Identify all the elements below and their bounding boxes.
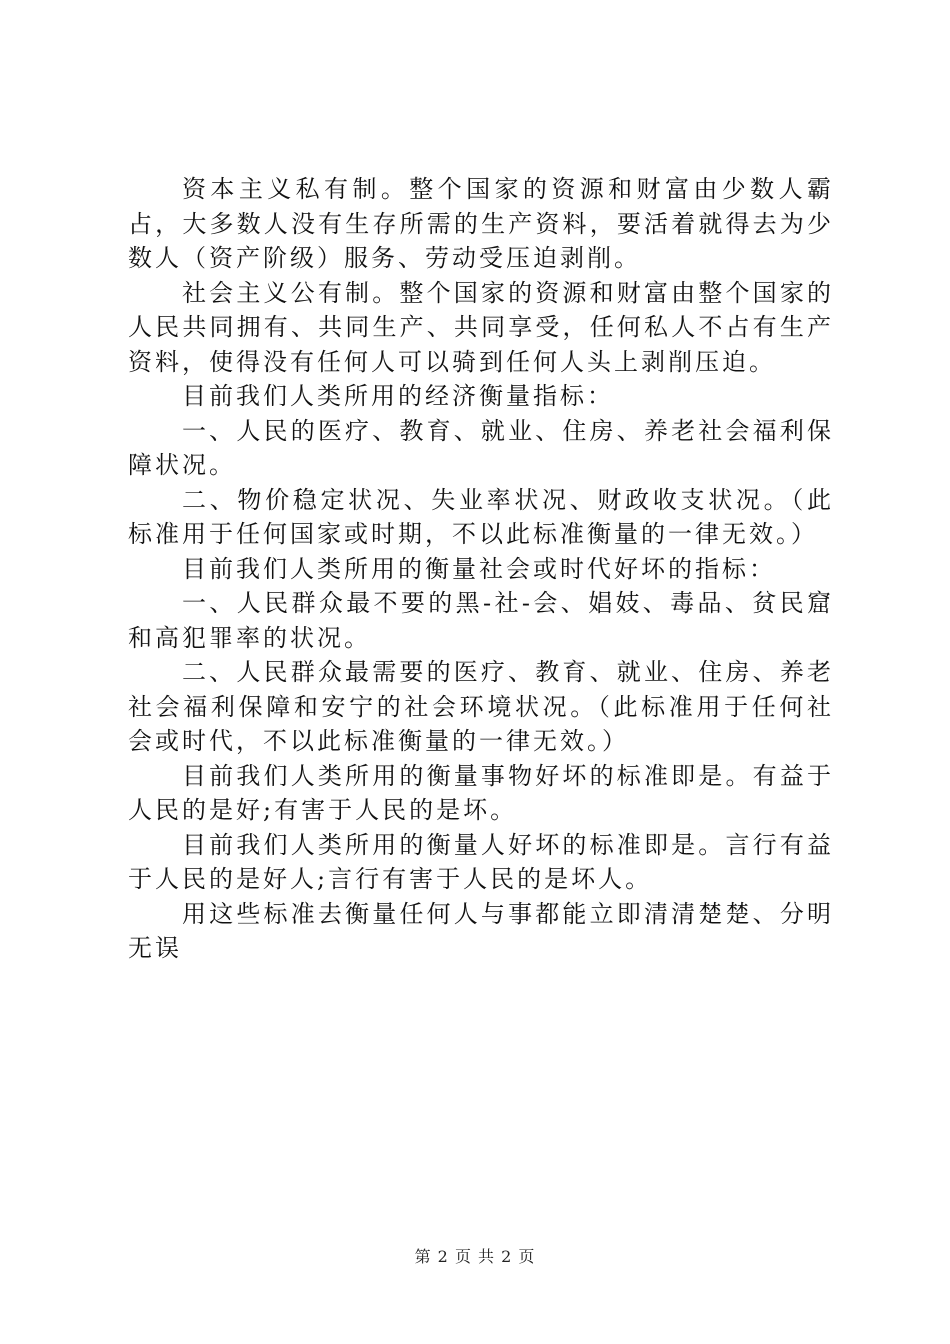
paragraph: 用这些标准去衡量任何人与事都能立即清清楚楚、分明无误 xyxy=(128,899,834,962)
paragraph: 二、人民群众最需要的医疗、教育、就业、住房、养老社会福利保障和安宁的社会环境状况。（此标准用于任何社会或时代，不以此标准衡量的一律无效。） xyxy=(128,658,834,755)
paragraph: 一、人民的医疗、教育、就业、住房、养老社会福利保障状况。 xyxy=(128,416,834,479)
paragraph: 目前我们人类所用的衡量社会或时代好坏的指标： xyxy=(182,554,776,583)
paragraph: 社会主义公有制。整个国家的资源和财富由整个国家的人民共同拥有、共同生产、共同享受，任何私人不占有生产资料，使得没有任何人可以骑到任何人头上剥削压迫。 xyxy=(128,278,834,376)
paragraph: 目前我们人类所用的衡量事物好坏的标准即是。有益于人民的是好;有害于人民的是坏。 xyxy=(128,761,834,824)
document-body xyxy=(128,172,834,966)
paragraph: 资本主义私有制。整个国家的资源和财富由少数人霸占，大多数人没有生存所需的生产资料，要活着就得去为少数人（资产阶级）服务、劳动受压迫剥削。 xyxy=(128,175,834,272)
paragraph: 目前我们人类所用的衡量人好坏的标准即是。言行有益于人民的是好人;言行有害于人民的是坏人。 xyxy=(128,830,834,893)
paragraph: 一、人民群众最不要的黑-社-会、娼妓、毒品、贫民窟和高犯罪率的状况。 xyxy=(128,589,834,652)
paragraph: 目前我们人类所用的经济衡量指标： xyxy=(182,382,614,410)
paragraph: 二、物价稳定状况、失业率状况、财政收支状况。（此标准用于任何国家或时期，不以此标准衡量的一律无效。） xyxy=(128,485,834,548)
page-footer: 第 2 页 共 2 页 xyxy=(414,1247,536,1266)
